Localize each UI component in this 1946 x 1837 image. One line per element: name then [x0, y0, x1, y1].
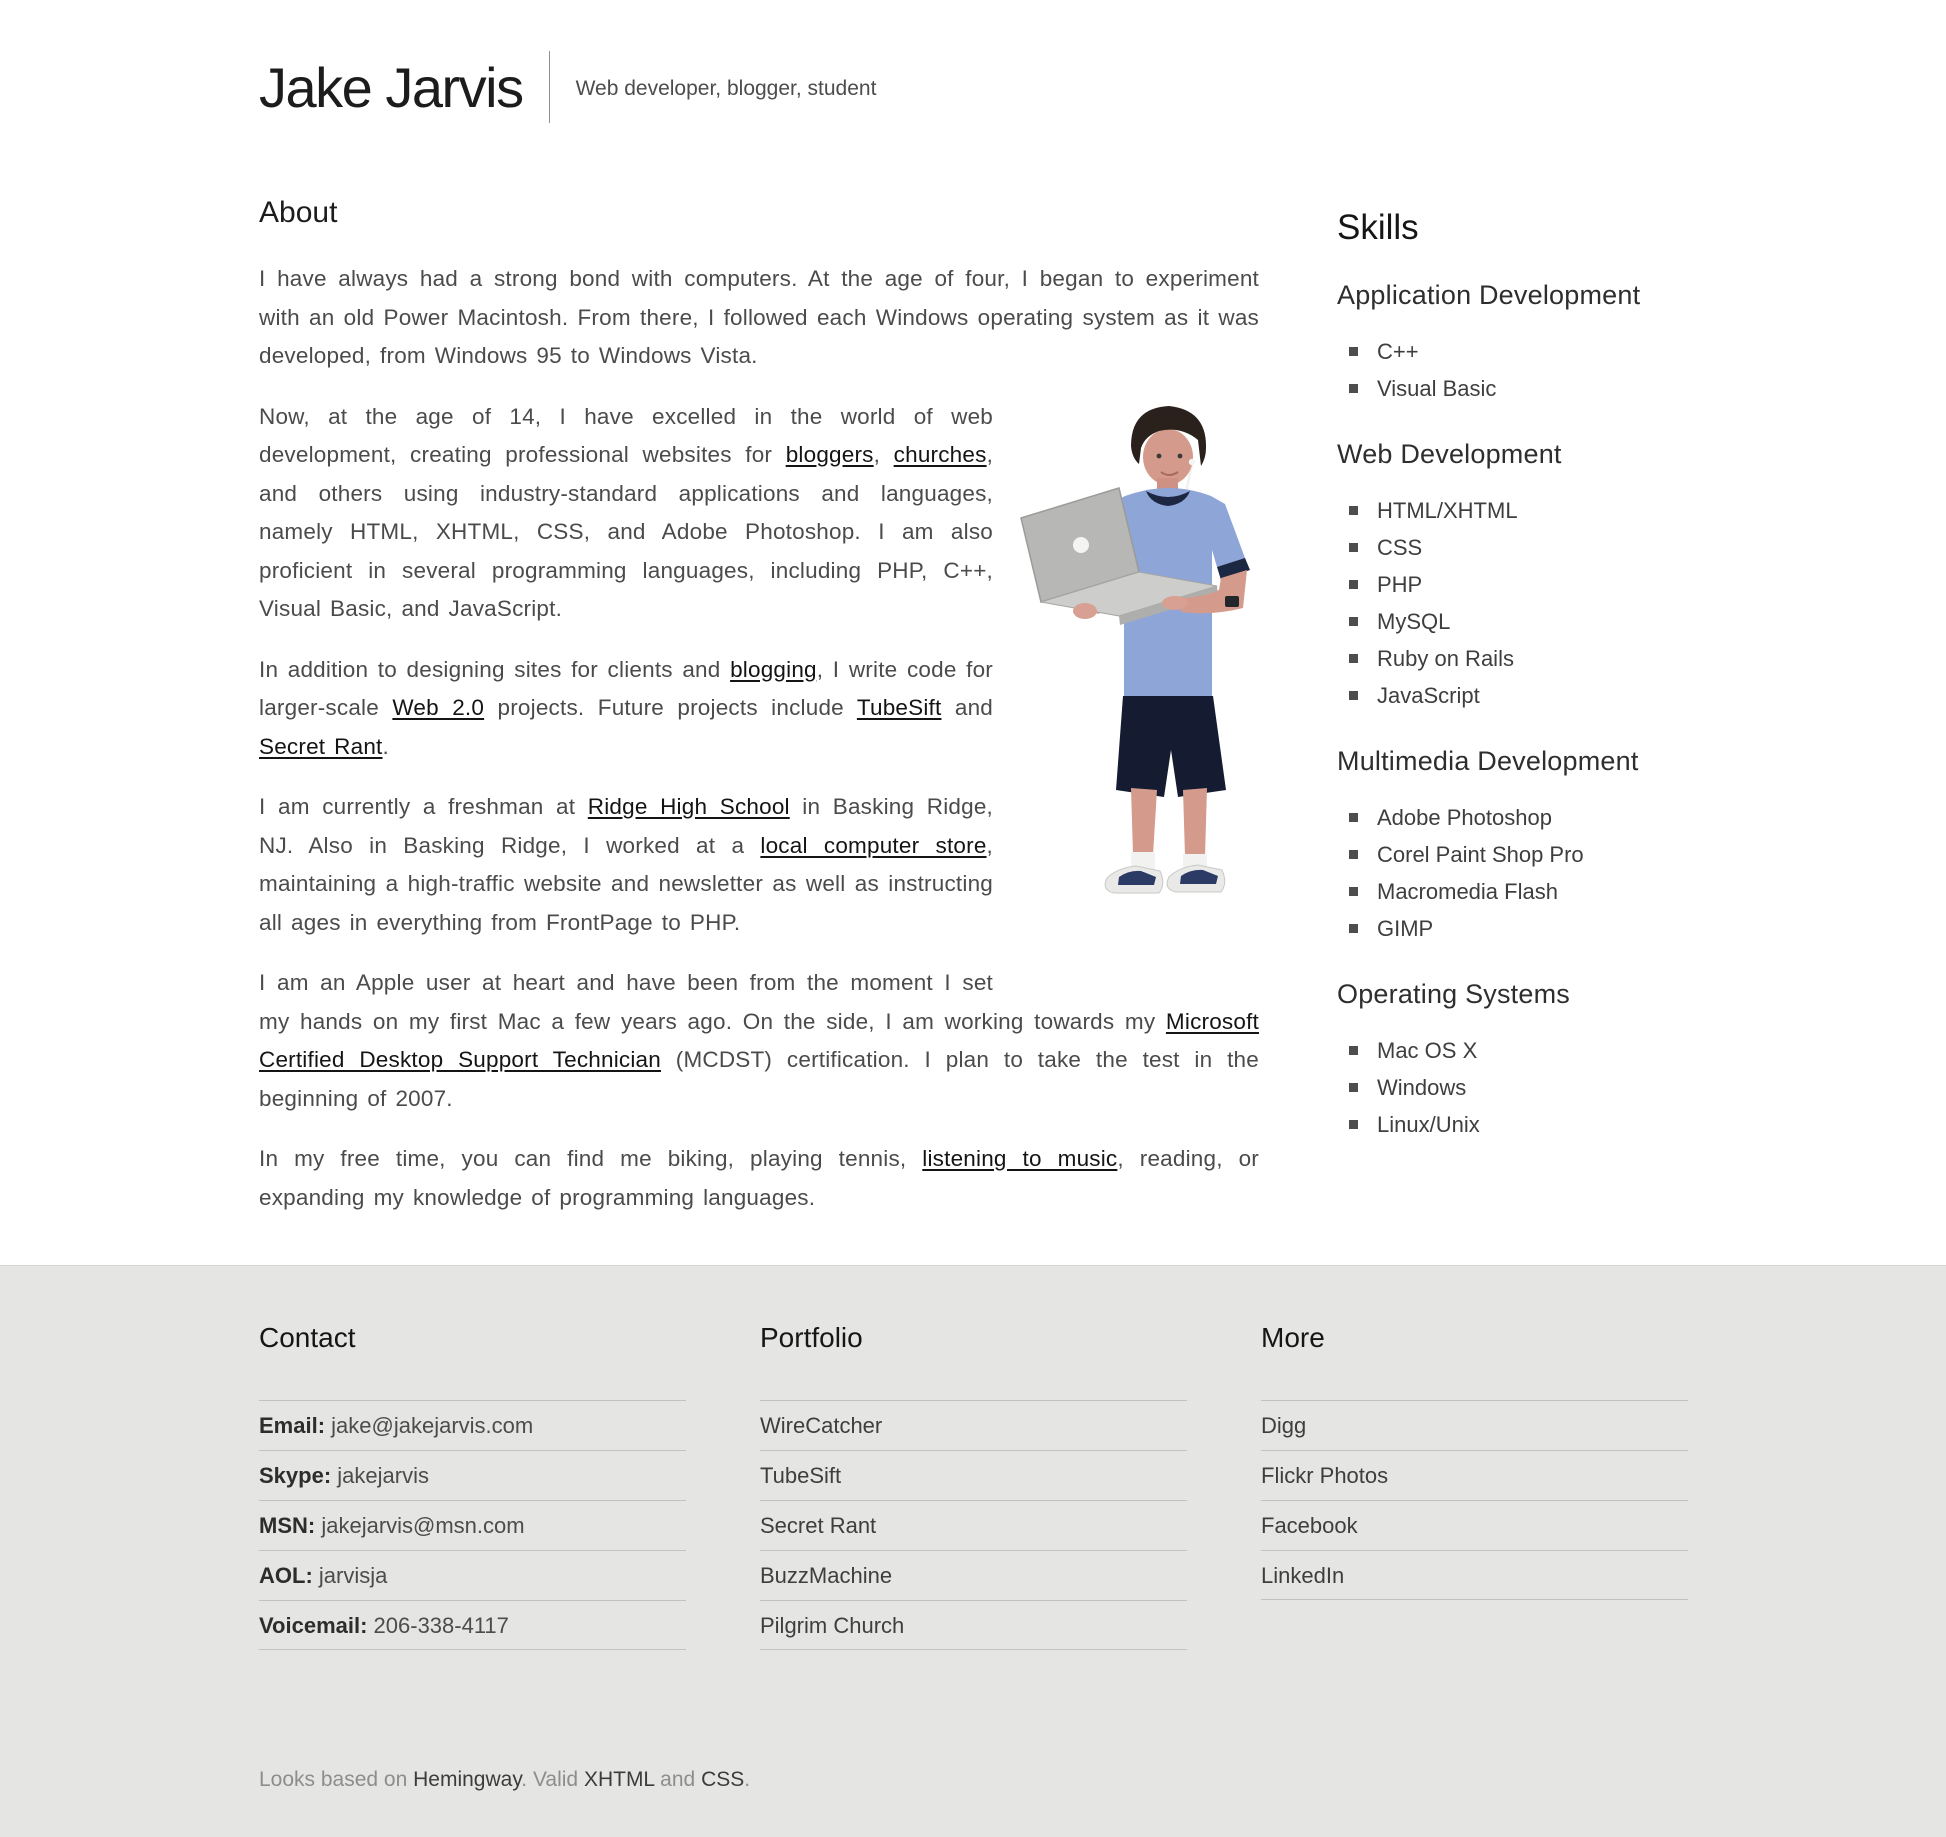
about-paragraph: In my free time, you can find me biking, playing tennis, listening to music, reading, or expanding my knowledge of programming languages.	[259, 1146, 1259, 1210]
skills-heading: Skills	[1337, 208, 1419, 247]
inline-link[interactable]: blogging	[730, 656, 817, 682]
footer-link-item	[1261, 1550, 1688, 1600]
footer-link[interactable]: Pilgrim Church	[760, 1613, 905, 1638]
footer-note-link[interactable]: XHTML	[583, 1768, 655, 1791]
eye-left	[1157, 453, 1162, 458]
footer-column-more	[1261, 1322, 1688, 1650]
skill-item: Corel Paint Shop Pro	[1377, 836, 1689, 873]
footer-link[interactable]: LinkedIn	[1261, 1563, 1345, 1588]
skill-item: C++	[1377, 333, 1689, 370]
footer-link[interactable]: Secret Rant	[760, 1513, 877, 1538]
footer-link[interactable]: Flickr Photos	[1261, 1463, 1389, 1488]
footer-column-heading: Portfolio	[760, 1322, 863, 1353]
footer-link[interactable]: TubeSift	[760, 1463, 842, 1488]
footer-note-link[interactable]: CSS	[701, 1768, 745, 1791]
footer-columns	[259, 1322, 1689, 1650]
footer-link-item	[1261, 1450, 1688, 1500]
site-title: Jake Jarvis	[259, 55, 523, 119]
photo-illustration	[1019, 400, 1259, 965]
skill-item: PHP	[1377, 566, 1689, 603]
footer-column-heading: More	[1261, 1322, 1325, 1353]
skill-item: GIMP	[1377, 910, 1689, 947]
about-paragraph: I am an Apple user at heart and have been from the moment I set my hands on my first Mac a few years ago. On the side, I am working towards my Microsoft Certified Desktop Support Technician (MCDST) certification. I plan to take the test in the beginning of 2007.	[259, 970, 1259, 1111]
contact-label: AOL:	[259, 1563, 313, 1588]
face	[1143, 429, 1193, 485]
footer-link[interactable]: BuzzMachine	[760, 1563, 893, 1588]
main-area	[259, 196, 1689, 1265]
skill-item: MySQL	[1377, 603, 1689, 640]
skills-section-heading: Operating Systems	[1337, 979, 1570, 1009]
site-header	[259, 0, 1689, 124]
leg-right	[1183, 788, 1207, 856]
skills-section-heading: Web Development	[1337, 439, 1562, 469]
skills-section-heading: Multimedia Development	[1337, 746, 1639, 776]
about-heading: About	[259, 196, 338, 229]
footer-link-item	[1261, 1400, 1688, 1450]
inline-link[interactable]: Secret Rant	[259, 733, 383, 759]
inline-link[interactable]: TubeSift	[856, 695, 942, 720]
contact-item: MSN: jakejarvis@msn.com	[259, 1500, 686, 1550]
earbud-icon	[1189, 458, 1195, 464]
contact-item: Email: jake@jakejarvis.com	[259, 1400, 686, 1450]
inline-link[interactable]: Web 2.0	[392, 695, 485, 720]
about-paragraph: In addition to designing sites for clients and blogging, I write code for larger-scale Web 2.0 projects. Future projects include TubeSift and Secret Rant.	[259, 656, 993, 759]
hand-right	[1162, 596, 1188, 610]
footer-link[interactable]: WireCatcher	[760, 1413, 883, 1438]
skill-item: HTML/XHTML	[1377, 492, 1689, 529]
skill-item: Mac OS X	[1377, 1032, 1689, 1069]
hand-left	[1073, 603, 1097, 619]
contact-item: Skype: jakejarvis	[259, 1450, 686, 1500]
site-tagline: Web developer, blogger, student	[575, 77, 877, 100]
footer-note-link[interactable]: Hemingway	[413, 1768, 522, 1791]
contact-item: Voicemail: 206-338-4117	[259, 1600, 686, 1650]
footer	[0, 1265, 1946, 1837]
skill-item: JavaScript	[1377, 677, 1689, 714]
skills-sections	[1337, 280, 1689, 1143]
inline-link[interactable]: local computer store	[760, 832, 987, 858]
footer-column-contact	[259, 1322, 686, 1650]
apple-logo-icon	[1073, 537, 1089, 553]
footer-link-item	[760, 1550, 1187, 1600]
skill-item: Adobe Photoshop	[1377, 799, 1689, 836]
skill-item: Linux/Unix	[1377, 1106, 1689, 1143]
footer-link[interactable]: Digg	[1261, 1413, 1307, 1438]
footer-link-item	[1261, 1500, 1688, 1550]
skills-section-heading: Application Development	[1337, 280, 1641, 310]
eye-right	[1178, 453, 1183, 458]
inline-link[interactable]: Microsoft Certified Desktop Support Technician	[259, 1008, 1259, 1072]
about-paragraph: I have always had a strong bond with computers. At the age of four, I began to experiment with an old Power Macintosh. From there, I followed each Windows operating system as it was developed, from Windows 95 to Windows Vista.	[259, 266, 1259, 368]
skill-item: Visual Basic	[1377, 370, 1689, 407]
skills-list	[1337, 799, 1689, 947]
inline-link[interactable]: bloggers	[785, 442, 874, 467]
footer-link[interactable]: Facebook	[1261, 1513, 1358, 1538]
footer-list	[1261, 1400, 1688, 1600]
footer-list	[259, 1400, 686, 1650]
inline-link[interactable]: Ridge High School	[587, 794, 790, 819]
footer-list	[760, 1400, 1187, 1650]
footer-note: Looks based on Hemingway. Valid XHTML and CSS.	[259, 1768, 751, 1791]
header-divider	[549, 51, 550, 123]
contact-label: Skype:	[259, 1463, 332, 1488]
about-paragraphs	[259, 260, 1259, 1217]
skill-item: Macromedia Flash	[1377, 873, 1689, 910]
photo-jake-with-laptop	[1019, 400, 1259, 965]
footer-link-item	[760, 1600, 1187, 1650]
inline-link[interactable]: listening to music	[922, 1146, 1118, 1171]
shorts	[1116, 696, 1226, 797]
watch	[1225, 596, 1239, 607]
skill-item: Ruby on Rails	[1377, 640, 1689, 677]
skills-list	[1337, 333, 1689, 407]
footer-link-item	[760, 1400, 1187, 1450]
contact-label: Voicemail:	[259, 1613, 368, 1638]
leg-left	[1131, 788, 1157, 855]
footer-link-item	[760, 1500, 1187, 1550]
contact-item: AOL: jarvisja	[259, 1550, 686, 1600]
footer-column-portfolio	[760, 1322, 1187, 1650]
about-paragraph: Now, at the age of 14, I have excelled in the world of web development, creating professional websites for bloggers, churches, and others using industry-standard applications and languages, namely HTML, XHTML, CSS, and Adobe Photoshop. I am also proficient in several programming languages, including PHP, C++, Visual Basic, and JavaScript.	[259, 398, 1259, 629]
inline-link[interactable]: churches	[893, 442, 987, 467]
skills-list	[1337, 492, 1689, 714]
skills-list	[1337, 1032, 1689, 1143]
skill-item: Windows	[1377, 1069, 1689, 1106]
footer-link-item	[760, 1450, 1187, 1500]
footer-column-heading: Contact	[259, 1322, 356, 1353]
skill-item: CSS	[1377, 529, 1689, 566]
skills-sidebar	[1337, 196, 1689, 1143]
contact-label: Email:	[259, 1413, 326, 1438]
about-section	[259, 196, 1259, 1239]
contact-label: MSN:	[259, 1513, 316, 1538]
about-paragraph: I am currently a freshman at Ridge High School in Basking Ridge, NJ. Also in Basking Ridge, I worked at a local computer store, maintaining a high-traffic website and newsletter as well as instructing all ages in everything from FrontPage to PHP.	[259, 794, 993, 935]
